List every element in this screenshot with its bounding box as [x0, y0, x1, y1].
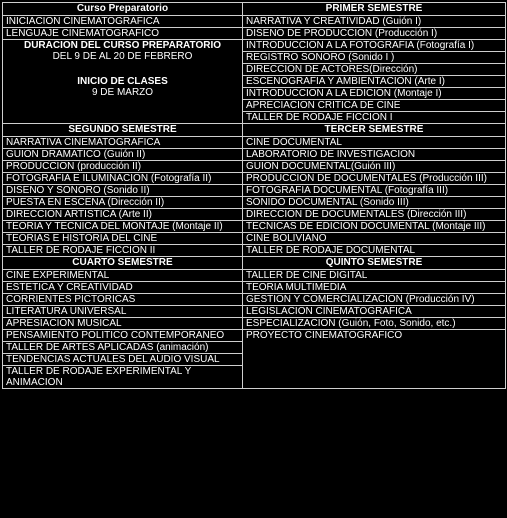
sem2-course: PUESTA EN ESCENA (Dirección II): [3, 197, 243, 209]
sem4-header: CUARTO SEMESTRE: [3, 257, 243, 270]
sem1-course: NARRATIVA Y CREATIVIDAD (Guión I): [243, 16, 506, 28]
sem4-course: TALLER DE RODAJE EXPERIMENTAL Y ANIMACION: [3, 366, 243, 389]
sem2-course: TALLER DE RODAJE FICCION II: [3, 245, 243, 257]
sem5-course: ESPECIALIZACION (Guión, Foto, Sonido, etc.): [243, 318, 506, 330]
sem1-course: DISENO DE PRODUCCION (Producción I): [243, 28, 506, 40]
start-date: 9 DE MARZO: [91, 87, 154, 98]
sem1-course: DIRECCION DE ACTORES(Dirección): [243, 64, 506, 76]
sem2-course: DISENO Y SONORO (Sonido II): [3, 185, 243, 197]
sem4-course: TALLER DE ARTES APLICADAS (animación): [3, 342, 243, 354]
sem2-course: TEORIAS E HISTORIA DEL CINE: [3, 233, 243, 245]
sem2-course: NARRATIVA CINEMATOGRAFICA: [3, 137, 243, 149]
prep-header: Curso Preparatorio: [3, 3, 243, 16]
sem4-course: CORRIENTES PICTORICAS: [3, 294, 243, 306]
sem1-course: INTRODUCCION A LA FOTOGRAFIA (Fotografía I): [243, 40, 506, 52]
sem5-course: TALLER DE CINE DIGITAL: [243, 270, 506, 282]
sem3-header: TERCER SEMESTRE: [243, 124, 506, 137]
duration-title: DURACION DEL CURSO PREPARATORIO: [23, 40, 222, 51]
sem1-course: TALLER DE RODAJE FICCION I: [243, 112, 506, 124]
sem3-course: SONIDO DOCUMENTAL (Sonido III): [243, 197, 506, 209]
sem2-course: FOTOGRAFIA E ILUMINACION (Fotografía II): [3, 173, 243, 185]
sem1-course: ESCENOGRAFIA Y AMBIENTACION (Arte I): [243, 76, 506, 88]
sem3-course: LABORATORIO DE INVESTIGACION: [243, 149, 506, 161]
sem3-course: DIRECCION DE DOCUMENTALES (Dirección III): [243, 209, 506, 221]
start-title: INICIO DE CLASES: [77, 76, 168, 87]
sem2-course: PRODUCCION (producción II): [3, 161, 243, 173]
sem2-header: SEGUNDO SEMESTRE: [3, 124, 243, 137]
sem1-course: INTRODUCCION A LA EDICION (Montaje I): [243, 88, 506, 100]
sem5-course: PROYECTO CINEMATOGRAFICO: [243, 330, 506, 389]
sem3-course: GUION DOCUMENTAL(Guión III): [243, 161, 506, 173]
sem3-course: CINE BOLIVIANO: [243, 233, 506, 245]
prep-course: INICIACION CINEMATOGRAFICA: [3, 16, 243, 28]
duration-dates: DEL 9 DE AL 20 DE FEBRERO: [52, 51, 193, 62]
prep-schedule-info: [3, 40, 243, 124]
sem3-course: PRODUCCION DE DOCUMENTALES (Producción III): [243, 173, 506, 185]
sem3-course: CINE DOCUMENTAL: [243, 137, 506, 149]
sem2-course: GUION DRAMATICO (Guión II): [3, 149, 243, 161]
sem4-course: TENDENCIAS ACTUALES DEL AUDIO VISUAL: [3, 354, 243, 366]
sem3-course: TALLER DE RODAJE DOCUMENTAL: [243, 245, 506, 257]
sem5-header: QUINTO SEMESTRE: [243, 257, 506, 270]
sem1-course: REGISTRO SONORO (Sonido I ): [243, 52, 506, 64]
sem5-course: LEGISLACION CINEMATOGRAFICA: [243, 306, 506, 318]
sem1-header: PRIMER SEMESTRE: [243, 3, 506, 16]
sem4-course: APRESIACION MUSICAL: [3, 318, 243, 330]
sem1-course: APRECIACION CRITICA DE CINE: [243, 100, 506, 112]
curriculum-table: [2, 2, 506, 389]
sem2-course: TEORIA Y TECNICA DEL MONTAJE (Montaje II): [3, 221, 243, 233]
sem4-course: LITERATURA UNIVERSAL: [3, 306, 243, 318]
sem4-course: CINE EXPERIMENTAL: [3, 270, 243, 282]
sem2-course: DIRECCION ARTISTICA (Arte II): [3, 209, 243, 221]
sem4-course: ESTETICA Y CREATIVIDAD: [3, 282, 243, 294]
sem5-course: GESTION Y COMERCIALIZACION (Producción IV): [243, 294, 506, 306]
prep-course: LENGUAJE CINEMATOGRAFICO: [3, 28, 243, 40]
sem4-course: PENSAMIENTO POLITICO CONTEMPORANEO: [3, 330, 243, 342]
sem3-course: TECNICAS DE EDICION DOCUMENTAL (Montaje III): [243, 221, 506, 233]
sem5-course: TEORIA MULTIMEDIA: [243, 282, 506, 294]
sem3-course: FOTOGRAFIA DOCUMENTAL (Fotografía III): [243, 185, 506, 197]
